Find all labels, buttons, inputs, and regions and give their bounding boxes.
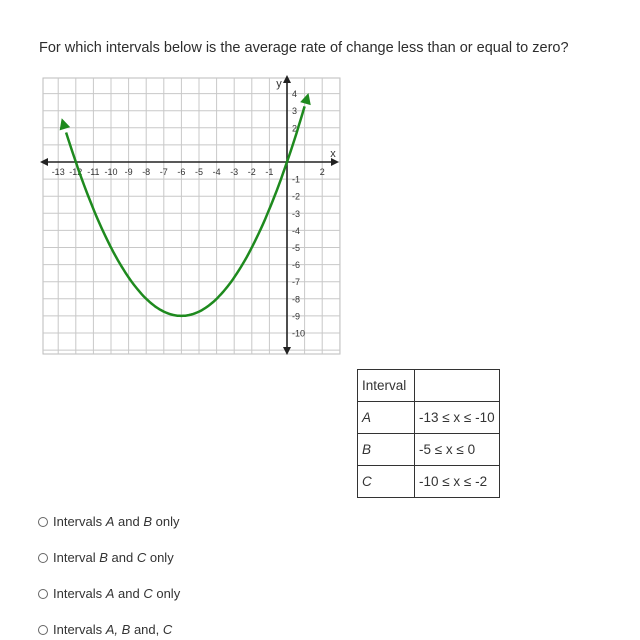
y-axis-label: y (276, 78, 282, 90)
table-row (358, 466, 500, 498)
interval-range: -10 ≤ x ≤ -2 (415, 466, 500, 498)
answer-option-3[interactable] (38, 586, 180, 601)
answer-option-1[interactable] (38, 514, 179, 529)
x-tick-label: -12 (69, 167, 83, 177)
radio-button[interactable] (38, 589, 48, 599)
table-row (358, 434, 500, 466)
y-tick-label: -2 (292, 191, 301, 202)
answer-option-2[interactable] (38, 550, 174, 565)
x-tick-label: -2 (247, 167, 256, 177)
y-tick-label: -3 (292, 208, 301, 219)
x-tick-label: -5 (194, 167, 204, 177)
y-tick-label: -1 (292, 174, 301, 185)
radio-button[interactable] (38, 625, 48, 635)
interval-range: -13 ≤ x ≤ -10 (415, 402, 500, 434)
table-header-blank (415, 370, 500, 402)
radio-button[interactable] (38, 553, 48, 563)
x-tick-label: 2 (319, 167, 325, 177)
x-axis-label: x (330, 148, 336, 160)
x-tick-label: -8 (142, 167, 151, 177)
x-tick-label: -10 (104, 167, 118, 177)
interval-table (357, 369, 500, 498)
table-header: Interval (358, 370, 415, 402)
y-tick-label: 3 (292, 106, 298, 117)
x-tick-label: -11 (87, 167, 100, 177)
interval-range: -5 ≤ x ≤ 0 (415, 434, 500, 466)
option-label: Intervals A and C only (53, 586, 181, 601)
y-tick-label: -8 (292, 294, 301, 305)
table-row (358, 402, 500, 434)
x-tick-label: -1 (265, 167, 274, 177)
y-tick-label: 4 (292, 89, 298, 100)
option-label: Interval B and C only (53, 550, 174, 565)
x-tick-label: -6 (177, 167, 186, 177)
interval-name: C (358, 466, 415, 498)
interval-name: B (358, 434, 415, 466)
y-tick-label: -6 (292, 260, 301, 271)
x-tick-label: -3 (230, 167, 239, 177)
table-header-row (358, 370, 500, 402)
x-tick-label: -13 (51, 167, 65, 177)
radio-button[interactable] (38, 517, 48, 527)
interval-name: A (358, 402, 415, 434)
x-tick-label: -4 (212, 167, 221, 177)
x-tick-label: -9 (124, 167, 133, 177)
y-tick-label: -10 (292, 328, 306, 339)
y-tick-label: 2 (292, 123, 298, 134)
x-tick-label: -7 (159, 167, 168, 177)
y-tick-label: -7 (292, 277, 301, 288)
y-tick-label: -4 (292, 225, 301, 236)
answer-option-4[interactable] (38, 622, 172, 637)
y-tick-label: -5 (292, 243, 301, 253)
option-label: Intervals A and B only (53, 514, 180, 529)
question-text: For which intervals below is the average rate of change less than or equal to zero? (39, 40, 569, 56)
option-label: Intervals A, B and, C (53, 622, 173, 637)
y-tick-label: -9 (292, 311, 301, 322)
